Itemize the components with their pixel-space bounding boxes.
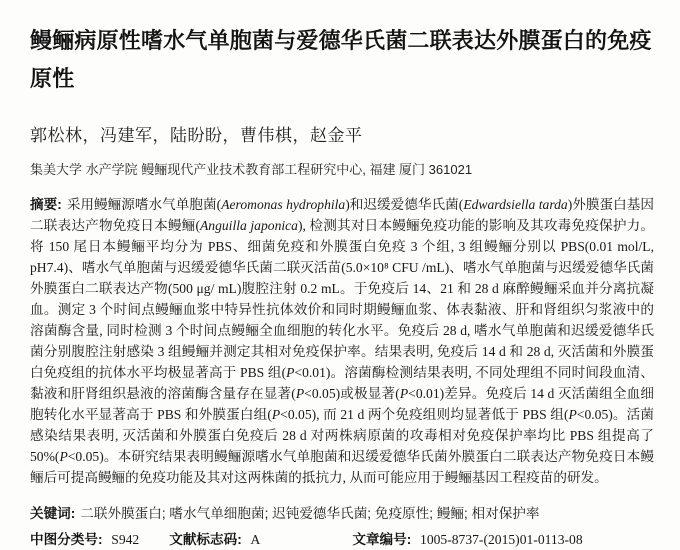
keywords-label: 关键词: xyxy=(30,506,76,521)
document-code xyxy=(169,530,260,550)
abstract-label: 摘要: xyxy=(30,197,62,212)
affiliation-line: 集美大学 水产学院 鳗鲡现代产业技术教育部工程研究中心, 福建 厦门 361021 xyxy=(30,162,473,177)
authors-line: 郭松林，冯建军，陆盼盼，曹伟棋，赵金平 xyxy=(30,126,363,145)
article-id xyxy=(352,530,582,550)
article-id-label: 文章编号: xyxy=(352,532,416,547)
clc-label: 中图分类号: xyxy=(30,532,107,547)
doc-code-value: A xyxy=(250,532,261,547)
clc-number xyxy=(30,530,139,550)
abstract-paragraph xyxy=(30,194,654,488)
clc-value: S942 xyxy=(111,532,140,547)
meta-row xyxy=(30,530,654,550)
keywords-text: 二联外膜蛋白; 嗜水气单细胞菌; 迟钝爱德华氏菌; 免疫原性; 鳗鲡; 相对保护率 xyxy=(80,506,540,521)
doc-code-label: 文献标志码: xyxy=(169,532,246,547)
abstract-text: 采用鳗鲡源嗜水气单胞菌(Aeromonas hydrophila)和迟缓爱德华氏菌(Edwardsiella tarda)外膜蛋白基因二联表达产物免疫日本鳗鲡(Anguilla japonica), 检测其对日本鳗鲡免疫功能的影响及其攻毒免疫保护力。将 150 尾日本鳗鲡平均分为 PBS、细菌免疫和外膜蛋白免疫 3 个组, 3 组鳗鲡分别以 PBS(0.01 mol/L, pH7.4)、嗜水气单胞菌与迟缓爱德华氏菌二联灭活苗(5.0×10⁸ CFU /mL)、嗜水气单胞菌与迟缓爱德华氏菌外膜蛋白二联表达产物(500 μg/ mL)腹腔注射 0.2 mL。于免疫后 14、21 和 28 d 麻醉鳗鲡采血并分离抗凝血。测定 3 个时间点鳗鲡血浆中特异性抗体效价和同时期鳗鲡血浆、体表黏液、肝和肾组织匀浆液中的溶菌酶含量, 同时检测 3 个时间点鳗鲡全血细胞的转化水平。免疫后 28 d, 嗜水气单胞菌和迟缓爱德华氏菌分别腹腔注射感染 3 组鳗鲡并测定其相对免疫保护率。结果表明, 免疫后 14 d 和 28 d, 灭活菌和外膜蛋白免疫组的抗体水平均极显著高于 PBS 组(P<0.01)。溶菌酶检测结果表明, 不同处理组不同时间段血清、黏液和肝肾组织悬液的溶菌酶含量存在显著(P<0.05)或极显著(P<0.01)差异。免疫后 14 d 灭活菌组全血细胞转化水平显著高于 PBS 和外膜蛋白组(P<0.05), 而 21 d 两个免疫组则均显著低于 PBS 组(P<0.05)。活菌感染结果表明, 灭活菌和外膜蛋白免疫后 28 d 对两株病原菌的攻毒相对免疫保护率均比 PBS 组提高了 50%(P<0.05)。本研究结果表明鳗鲡源嗜水气单胞菌和迟缓爱德华氏菌外膜蛋白二联表达产物免疫日本鳗鲡后可提高鳗鲡的免疫功能及其对这两株菌的抵抗力, 从而可能应用于鳗鲡基因工程疫苗的研发。 xyxy=(30,197,655,485)
article-id-value: 1005-8737-(2015)01-0113-08 xyxy=(420,532,583,547)
keywords-line xyxy=(30,504,654,524)
paper-title: 鳗鲡病原性嗜水气单胞菌与爱德华氏菌二联表达外膜蛋白的免疫原性 xyxy=(30,28,652,91)
